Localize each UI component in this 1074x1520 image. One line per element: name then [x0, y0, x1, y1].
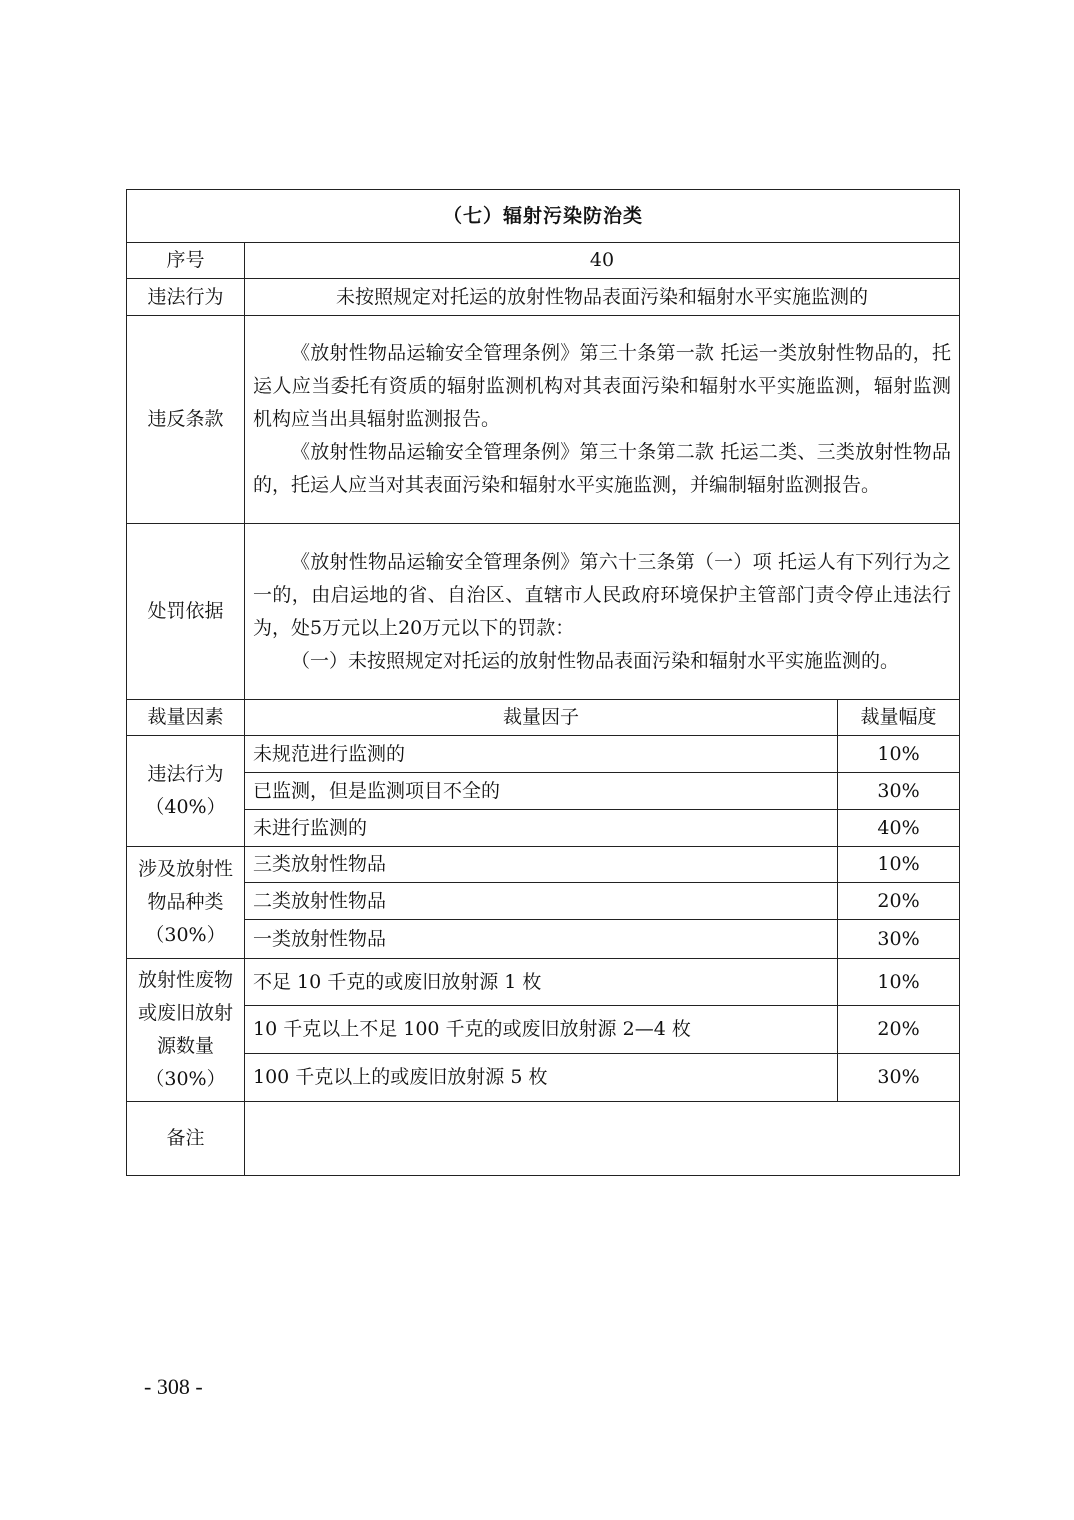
factor-violation-label: 违法行为（40%） [127, 736, 245, 847]
factor-item: 未进行监测的 [245, 810, 838, 847]
factor-range: 30% [838, 1054, 960, 1102]
serial-value: 40 [245, 243, 960, 279]
factor-range: 20% [838, 1006, 960, 1054]
factor-range: 30% [838, 773, 960, 810]
violation-value: 未按照规定对托运的放射性物品表面污染和辐射水平实施监测的 [245, 279, 960, 316]
page-number: - 308 - [144, 1374, 203, 1399]
factor-item: 100 千克以上的或废旧放射源 5 枚 [245, 1054, 838, 1102]
penalty-basis-label: 处罚依据 [127, 524, 245, 700]
clause-paragraph: 《放射性物品运输安全管理条例》第三十条第一款 托运一类放射性物品的，托运人应当委托有资质的辐射监测机构对其表面污染和辐射水平实施监测，辐射监测机构应当出具辐射监测报告。 [253, 342, 952, 430]
factor-item: 不足 10 千克的或废旧放射源 1 枚 [245, 959, 838, 1006]
factor-header: 裁量因素 [127, 700, 245, 736]
factor-material-type-label: 涉及放射性物品种类（30%） [127, 847, 245, 959]
penalty-discretion-table [126, 189, 960, 1176]
factor-item: 已监测，但是监测项目不全的 [245, 773, 838, 810]
clause-paragraph: 《放射性物品运输安全管理条例》第三十条第二款 托运二类、三类放射性物品的，托运人应当对其表面污染和辐射水平实施监测，并编制辐射监测报告。 [253, 441, 952, 496]
factor-range: 10% [838, 959, 960, 1006]
factor-item: 未规范进行监测的 [245, 736, 838, 773]
factor-range: 30% [838, 920, 960, 959]
factor-item: 一类放射性物品 [245, 920, 838, 959]
factor-range: 10% [838, 847, 960, 883]
factor-item: 二类放射性物品 [245, 883, 838, 920]
basis-paragraph: （一）未按照规定对托运的放射性物品表面污染和辐射水平实施监测的。 [291, 649, 900, 672]
serial-label: 序号 [127, 243, 245, 279]
basis-paragraph: 《放射性物品运输安全管理条例》第六十三条第（一）项 托运人有下列行为之一的，由启运地的省、自治区、直辖市人民政府环境保护主管部门责令停止违法行为，处5万元以上20万元以下的罚款： [253, 550, 952, 639]
range-header: 裁量幅度 [838, 700, 960, 736]
violation-label: 违法行为 [127, 279, 245, 316]
factor-range: 10% [838, 736, 960, 773]
remarks-value [245, 1102, 960, 1176]
factor-waste-quantity-label: 放射性废物或废旧放射源数量（30%） [127, 959, 245, 1102]
penalty-basis-content [245, 524, 960, 700]
factor-item: 三类放射性物品 [245, 847, 838, 883]
item-header: 裁量因子 [245, 700, 838, 736]
factor-item: 10 千克以上不足 100 千克的或废旧放射源 2—4 枚 [245, 1006, 838, 1054]
violated-clause-content [245, 316, 960, 524]
factor-range: 20% [838, 883, 960, 920]
violated-clause-label: 违反条款 [127, 316, 245, 524]
factor-range: 40% [838, 810, 960, 847]
section-title: （七）辐射污染防治类 [127, 190, 960, 243]
remarks-label: 备注 [127, 1102, 245, 1176]
